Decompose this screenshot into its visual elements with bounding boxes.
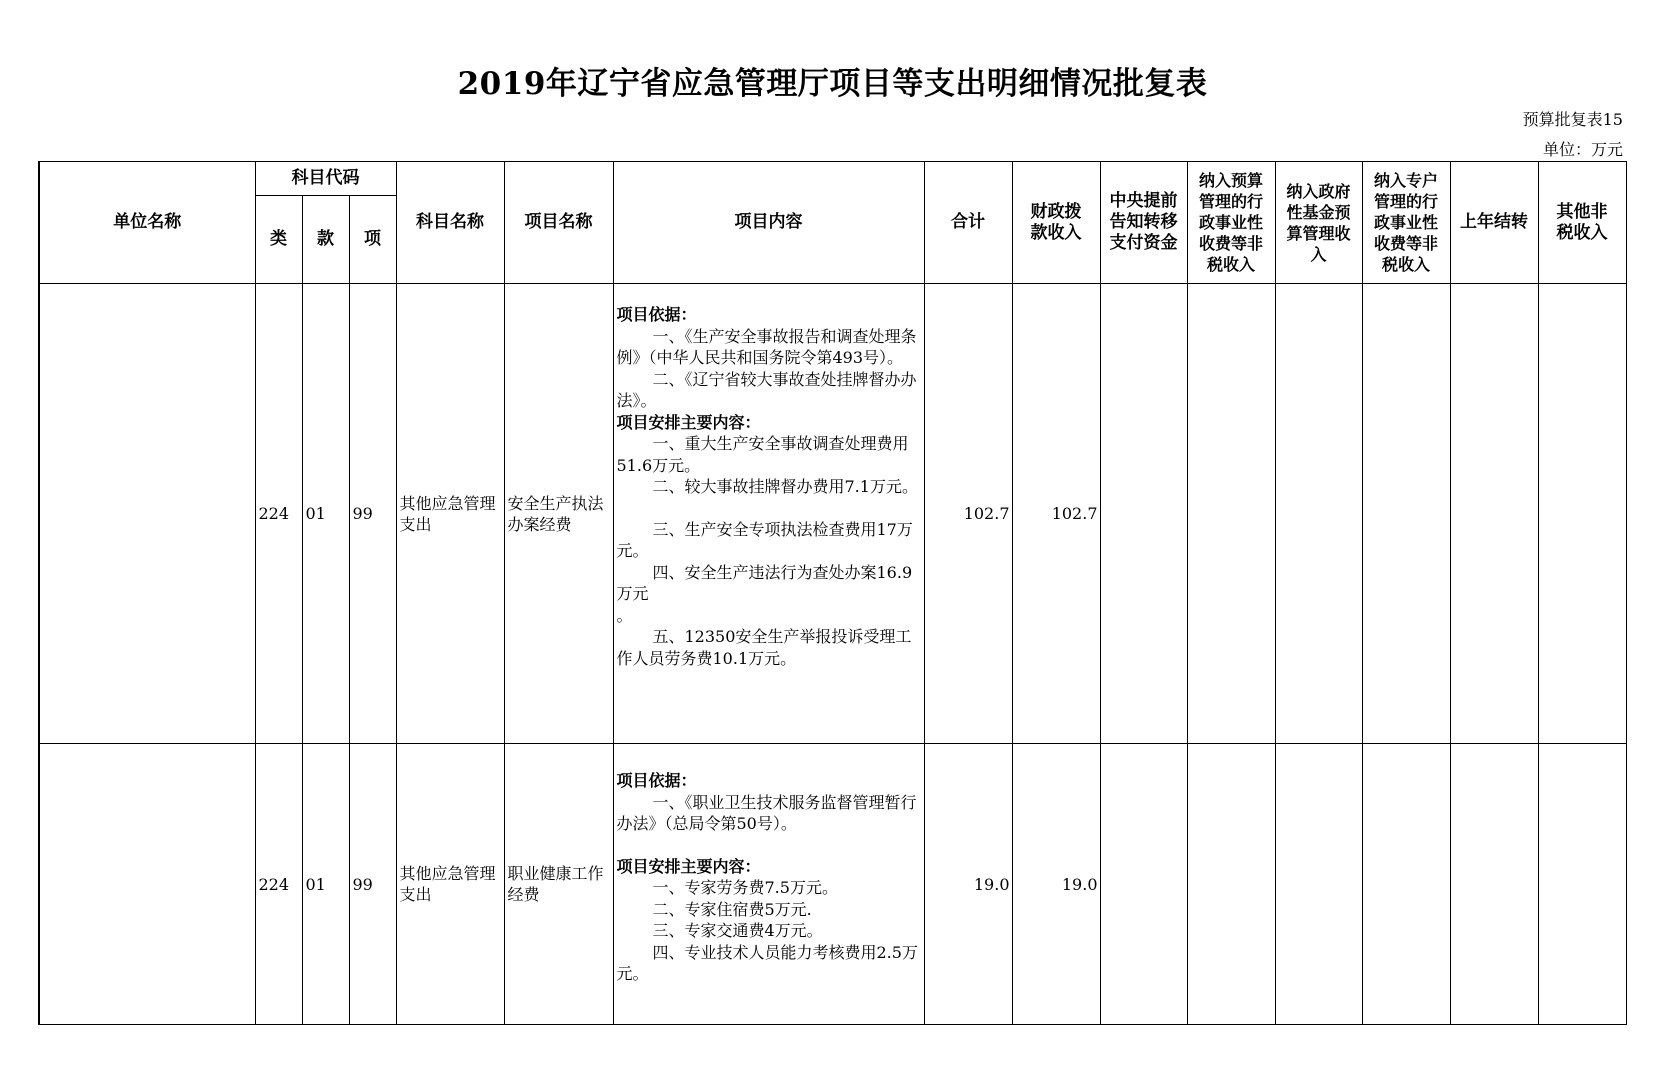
cell-xiang: 99 [349,284,396,744]
header-other-nontax: 其他非税收入 [1538,162,1626,284]
header-project-name: 项目名称 [504,162,613,284]
header-project-content: 项目内容 [613,162,924,284]
cell-last-year [1450,284,1538,744]
cell-other-nontax [1538,744,1626,1025]
cell-unit-name [39,744,255,1025]
cell-special-admin-fee [1362,284,1450,744]
cell-project-name: 职业健康工作经费 [504,744,613,1025]
content-item: 一、专家劳务费7.5万元。 [652,878,838,897]
cell-gov-fund [1275,284,1362,744]
content-item: 二、较大事故挂牌督办费用7.1万元。 [652,477,918,496]
header-code-xiang: 项 [349,196,396,284]
basis-title: 项目依据： [616,305,697,324]
header-last-year: 上年结转 [1450,162,1538,284]
cell-central-transfer [1100,744,1187,1025]
header-fiscal: 财政拨款收入 [1012,162,1100,284]
cell-other-nontax [1538,284,1626,744]
header-gov-fund: 纳入政府性基金预算管理收入 [1275,162,1362,284]
table-row [39,744,1626,1025]
header-unit-name: 单位名称 [39,162,255,284]
cell-unit-name [39,284,255,744]
content-item: 四、安全生产违法行为查处办案16.9万元 [616,562,913,603]
cell-lei: 224 [255,284,302,744]
content-item: 三、生产安全专项执法检查费用17万元。 [616,519,913,560]
cell-special-admin-fee [1362,744,1450,1025]
content-item: 一、重大生产安全事故调查处理费用51.6万元。 [616,434,909,475]
content-item: 三、专家交通费4万元。 [652,921,823,940]
cell-budget-admin-fee [1187,284,1275,744]
cell-lei: 224 [255,744,302,1025]
content-item: 四、专业技术人员能力考核费用2.5万元。 [616,942,918,983]
cell-xiang: 99 [349,744,396,1025]
cell-central-transfer [1100,284,1187,744]
header-code-kuan: 款 [302,196,349,284]
main-content-title: 项目安排主要内容： [616,412,761,432]
header-total: 合计 [924,162,1012,284]
cell-total: 19.0 [924,744,1012,1025]
basis-item: 一、《职业卫生技术服务监督管理暂行办法》（总局令第50号）。 [616,792,917,833]
main-content-title: 项目安排主要内容： [616,856,761,876]
cell-subject-name: 其他应急管理支出 [396,284,504,744]
header-budget-admin-fee: 纳入预算管理的行政事业性收费等非税收入 [1187,162,1275,284]
header-central-transfer: 中央提前告知转移支付资金 [1100,162,1187,284]
header-subject-name: 科目名称 [396,162,504,284]
cell-fiscal: 19.0 [1012,744,1100,1025]
cell-project-content [613,284,924,744]
cell-total: 102.7 [924,284,1012,744]
cell-project-content [613,744,924,1025]
content-item: 五、12350安全生产举报投诉受理工作人员劳务费10.1万元。 [616,627,912,668]
cell-gov-fund [1275,744,1362,1025]
cell-subject-name: 其他应急管理支出 [396,744,504,1025]
cell-project-name: 安全生产执法办案经费 [504,284,613,744]
cell-budget-admin-fee [1187,744,1275,1025]
content-item: 二、专家住宿费5万元. [652,899,812,919]
table-row [39,284,1626,744]
header-subject-code: 科目代码 [255,162,396,196]
content-item-tail: 。 [616,605,633,625]
basis-title: 项目依据： [616,771,697,790]
document-number: 预算批复表15 [1522,110,1623,129]
unit-label: 单位：万元 [1542,140,1623,159]
page-title: 2019年辽宁省应急管理厅项目等支出明细情况批复表 [457,66,1208,102]
cell-fiscal: 102.7 [1012,284,1100,744]
basis-item: 一、《生产安全事故报告和调查处理条例》（中华人民共和国务院令第493号）。 [616,326,917,367]
cell-last-year [1450,744,1538,1025]
header-code-lei: 类 [255,196,302,284]
budget-table [38,161,1627,1025]
basis-item: 二、《辽宁省较大事故查处挂牌督办办法》。 [616,369,917,410]
cell-kuan: 01 [302,744,349,1025]
cell-kuan: 01 [302,284,349,744]
header-special-admin-fee: 纳入专户管理的行政事业性收费等非税收入 [1362,162,1450,284]
